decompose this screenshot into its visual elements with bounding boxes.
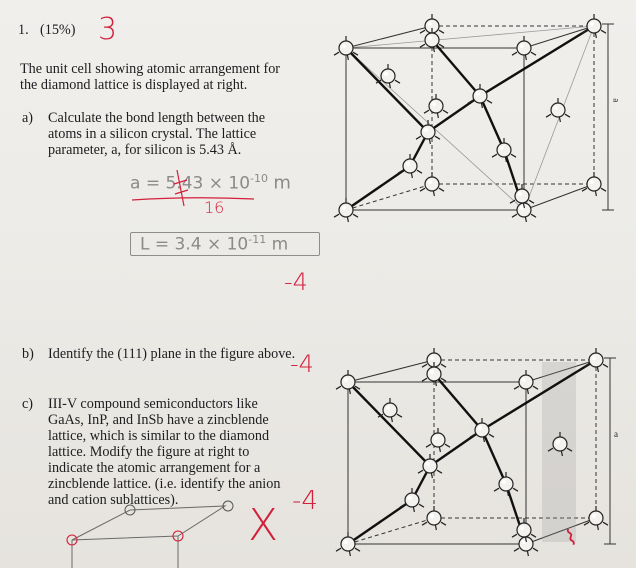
part-c-grade: -4 <box>292 486 318 516</box>
part-b-grade: -4 <box>290 350 314 378</box>
part-c-line-3: lattice, which is similar to the diamond <box>48 428 270 444</box>
part-c-line-6: zincblende lattice. (i.e. identify the anion <box>48 476 281 492</box>
part-c-line-1: III-V compound semiconductors like <box>48 396 258 412</box>
atom <box>426 428 450 452</box>
atom <box>424 94 448 118</box>
answer-unit: m <box>271 234 289 255</box>
atom <box>582 172 606 196</box>
part-a-line-3: parameter, a, for silicon is 5.43 Å. <box>48 142 242 158</box>
part-c-cross: X <box>248 500 279 551</box>
diamond-lattice-figure-bottom <box>330 340 630 560</box>
bottom-figure-scribble: ⌇ <box>562 524 581 553</box>
atom <box>584 506 608 530</box>
figure-bottom-axis-label: a <box>614 429 618 439</box>
problem-weight: (15%) <box>40 22 76 38</box>
atom <box>378 398 402 422</box>
atom <box>546 98 570 122</box>
atom <box>492 138 516 162</box>
bond <box>348 500 412 544</box>
student-sketch-cube <box>60 498 230 568</box>
work-unit: m <box>273 172 291 194</box>
part-a-label: a) <box>22 110 34 126</box>
answer-expression: L = 3.4 × 10 <box>140 234 249 255</box>
intro-line-1: The unit cell showing atomic arrangement for <box>20 61 281 77</box>
atom <box>376 64 400 88</box>
atom <box>494 472 518 496</box>
plane-111-sketch <box>346 26 594 210</box>
score-circled: 3 <box>98 12 118 47</box>
bond <box>482 430 506 484</box>
part-b-text: Identify the (111) plane in the figure above. <box>48 346 296 362</box>
atom <box>400 488 424 512</box>
bond <box>480 26 594 96</box>
intro-line-2: the diamond lattice is displayed at right. <box>20 77 248 93</box>
bond <box>348 382 430 466</box>
part-c-line-2: GaAs, InP, and InSb have a zincblende <box>48 412 269 428</box>
work-divisor: 16 <box>204 198 225 217</box>
cross-out-scribble <box>172 168 192 208</box>
cube-edge <box>524 184 594 210</box>
answer-exponent: -11 <box>248 233 267 246</box>
bond <box>346 166 410 210</box>
answer-text <box>140 233 288 255</box>
work-exponent: -10 <box>250 172 268 185</box>
part-a-work-line <box>130 172 291 194</box>
part-a-line-1: Calculate the bond length between the <box>48 110 266 126</box>
figure-top-axis-label: a <box>611 98 622 103</box>
part-c-line-5: indicate the atomic arrangement for a <box>48 460 261 476</box>
cube-edge <box>348 360 434 382</box>
cube-edge <box>348 518 434 544</box>
bond <box>482 360 596 430</box>
part-b-label: b) <box>22 346 34 362</box>
fraction-bar-pen <box>130 192 260 208</box>
part-c-line-7: and cation sublattices). <box>48 492 179 508</box>
cube-edge <box>346 26 432 48</box>
part-c-label: c) <box>22 396 34 412</box>
part-c-line-4: lattice. Modify the figure at right to <box>48 444 250 460</box>
part-a-line-2: atoms in a silicon crystal. The lattice <box>48 126 257 142</box>
diamond-lattice-figure-top <box>328 6 628 246</box>
part-a-grade: -4 <box>284 268 308 296</box>
bond <box>346 48 428 132</box>
atom <box>398 154 422 178</box>
problem-number: 1. <box>18 22 29 38</box>
bond <box>480 96 504 150</box>
work-expression: a = 5.43 × 10 <box>130 173 251 194</box>
cube-edge <box>346 184 432 210</box>
